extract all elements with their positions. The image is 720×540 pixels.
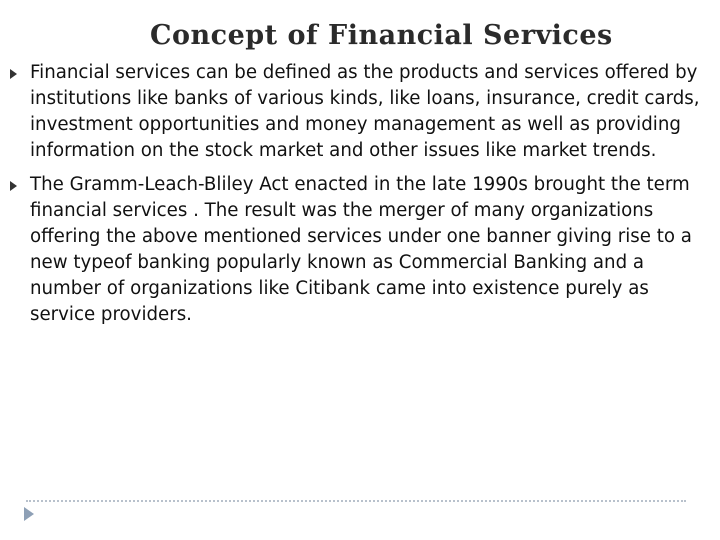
footer-divider [26, 500, 686, 502]
bullet-text: Financial services can be defined as the products and services offered by institutions like banks of various kinds, like loans, insurance, credit cards, investment opportunities and money management as well as providing information on the stock market and other issues like market trends. [30, 62, 700, 161]
next-arrow-icon[interactable] [24, 507, 34, 521]
bullet-list [0, 60, 720, 336]
triangle-bullet-icon [10, 181, 17, 191]
triangle-bullet-icon [10, 69, 17, 79]
bullet-item [0, 60, 720, 164]
bullet-text: The Gramm-Leach-Bliley Act enacted in the late 1990s brought the term financial services . The result was the merger of many organizations offering the above mentioned services under one banner giving rise to a new typeof banking popularly known as Commercial Banking and a number of organizations like Citibank came into existence purely as service providers. [30, 174, 692, 325]
slide-title: Concept of Financial Services [150, 20, 613, 51]
bullet-item [0, 172, 720, 328]
